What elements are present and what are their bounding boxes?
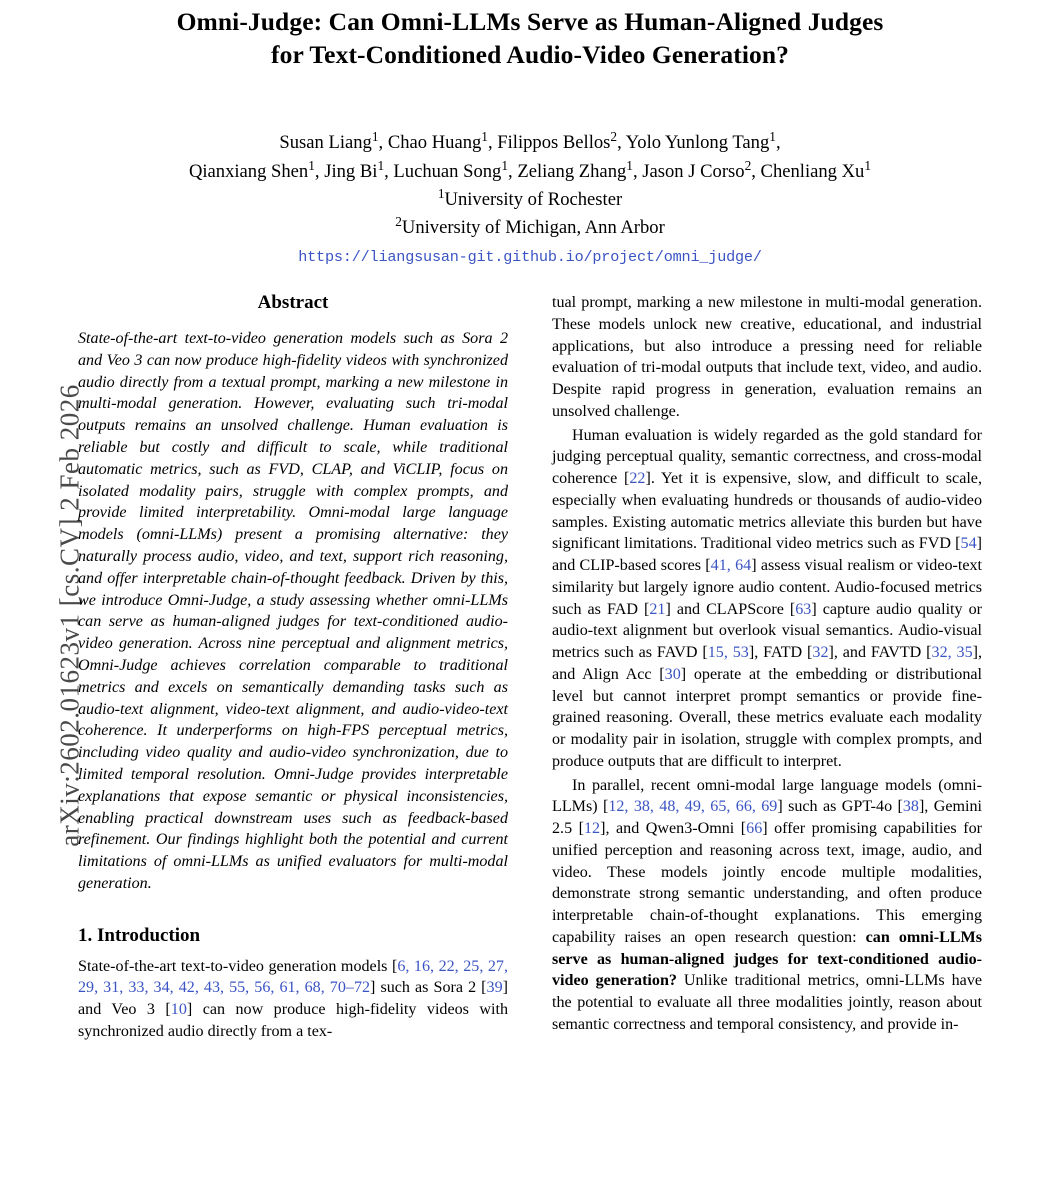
citation-63[interactable]: 63: [795, 600, 812, 618]
citation-veo[interactable]: 10: [170, 1001, 187, 1019]
author-line-1: Susan Liang$^1$, Chao Huang$^1$, Filippos Bellos$^2$, Yolo Yunlong Tang$^1$,: [279, 129, 781, 154]
rp2-e: ] and CLAPScore [: [665, 600, 796, 618]
citation-54[interactable]: 54: [960, 535, 977, 553]
citation-22[interactable]: 22: [629, 470, 646, 487]
rp2-d: ] assess visual realism or video-text similarity but largely ignore audio content. Audio-focused metrics such as FAD [: [552, 557, 983, 618]
right-column: [552, 292, 982, 1043]
author-list: [78, 129, 982, 186]
project-url-link[interactable]: https://liangsusan-git.github.io/project/omni_judge/: [298, 248, 762, 267]
rp3-e: ] offer promising capabilities for unified perception and reasoning across text, image, audio, and video. These models jointly encode multiple modalities, demonstrate strong semantic understanding, and often produce interpretable chain-of-thought explanations. This emerging capability raises an open research question:: [552, 820, 982, 946]
rp2-g: ], FATD [: [748, 644, 813, 661]
citation-32-35[interactable]: 32, 35: [931, 644, 973, 661]
rp2-j: ] operate at the embedding or distributional level but cannot interpret prompt semantics or provide fine-grained reasoning. Overall, these metrics evaluate each modality or modality pair in isolation, struggle with complex prompts, and produce outputs that are difficult to interpret.: [552, 665, 982, 770]
rp3-f: Unlike traditional metrics, omni-LLMs have the potential to evaluate all three modalities jointly, reason about semantic correctness and temporal consistency, and provide in-: [552, 972, 983, 1033]
citation-32[interactable]: 32: [812, 644, 829, 661]
intro-paragraph-1: [78, 956, 508, 1043]
intro-p1-mid2: ] and Veo 3 [: [78, 979, 508, 1019]
citation-41-64[interactable]: 41, 64: [710, 557, 752, 574]
right-paragraph-3: [552, 775, 982, 1036]
citation-21[interactable]: 21: [649, 600, 666, 618]
citation-sora[interactable]: 39: [486, 979, 503, 997]
title-line-1: Omni-Judge: Can Omni-LLMs Serve as Human-Aligned Judges: [176, 7, 884, 36]
research-question: can omni-LLMs serve as human-aligned judges for text-conditioned audio-video generation?: [552, 928, 982, 990]
paper-header: [78, 0, 982, 266]
affiliation-2: $^2$University of Michigan, Ann Arbor: [395, 213, 665, 238]
rp2-c: ] and CLIP-based scores [: [552, 535, 982, 574]
rp2-f: ] capture audio quality or audio-text alignment but overlook visual semantics. Audio-visual metrics such as FAVD [: [552, 600, 983, 661]
page-title: [78, 6, 982, 71]
rp3-d: ], and Qwen3-Omni [: [600, 820, 747, 837]
citation-group-1[interactable]: 6, 16, 22, 25, 27, 29, 31, 33, 34, 42, 43, 55, 56, 61, 68, 70–72: [78, 957, 508, 997]
right-paragraph-1: tual prompt, marking a new milestone in multi-modal generation. These models unlock new creative, educational, and industrial applications, but also introduce a pressing need for reliable evaluation of tri-modal outputs that include text, video, and audio. Despite rapid progress in generation, evaluation remains an unsolved challenge.: [552, 294, 982, 420]
right-paragraph-2: [552, 425, 982, 773]
rp3-b: ] such as GPT-4o [: [777, 798, 903, 816]
rp2-b: ]. Yet it is expensive, slow, and difficult to scale, especially when evaluating hundreds or thousands of audio-video samples. Existing automatic metrics alleviate this burden but have significant limitations. Traditional video metrics such as FVD [: [552, 470, 982, 553]
arxiv-stamp: arXiv:2602.01623v1 [cs.CV] 2 Feb 2026: [54, 384, 85, 847]
rp2-h: ], and FAVTD [: [828, 644, 932, 661]
abstract-heading: Abstract: [257, 292, 329, 313]
citation-omni-llms[interactable]: 12, 38, 48, 49, 65, 66, 69: [608, 798, 778, 816]
two-column-body: [78, 292, 982, 1043]
affiliation-1: $^1$University of Rochester: [437, 185, 623, 210]
abstract-text: State-of-the-art text-to-video generation models such as Sora 2 and Veo 3 can now produce high-fidelity videos with synchronized audio directly from a textual prompt, marking a new milestone in multi-modal generation. However, evaluating such tri-modal outputs remains an unsolved challenge. Human evaluation is reliable but costly and difficult to scale, while traditional automatic metrics, such as FVD, CLAP, and ViCLIP, focus on isolated modality pairs, struggle with complex prompts, and provide limited interpretability. Omni-modal large language models (omni-LLMs) present a promising alternative: they naturally process audio, video, and text, support rich reasoning, and offer interpretable chain-of-thought feedback. Driven by this, we introduce Omni-Judge, a study assessing whether omni-LLMs can serve as human-aligned judges for text-conditioned audio-video generation. Across nine perceptual and alignment metrics, Omni-Judge achieves correlation comparable to traditional metrics and excels on semantically demanding tasks such as audio-text alignment, video-text alignment, and audio-video-text coherence. It underperforms on high-FPS perceptual metrics, including video quality and audio-video synchronization, due to limited temporal resolution. Omni-Judge provides interpretable explanations that expose semantic or physical inconsistencies, enabling practical downstream uses such as feedback-based refinement. Our findings highlight both the potential and current limitations of omni-LLMs as unified evaluators for multi-modal generation.: [78, 330, 508, 892]
intro-p1-mid: ] such as Sora 2 [: [370, 979, 487, 997]
intro-p1-pre: State-of-the-art text-to-video generation models [: [78, 957, 398, 975]
rp2-a: Human evaluation is widely regarded as the gold standard for judging perceptual quality, semantic correctness, and cross-modal coherence [: [552, 426, 982, 487]
citation-66[interactable]: 66: [746, 820, 763, 837]
rp3-c: ], Gemini 2.5 [: [552, 798, 982, 837]
citation-30[interactable]: 30: [664, 665, 681, 683]
citation-12[interactable]: 12: [584, 820, 601, 837]
rp3-a: In parallel, recent omni-modal large language models (omni-LLMs) [: [552, 776, 982, 816]
intro-p1-post: ] can now produce high-fidelity videos with synchronized audio directly from a tex-: [78, 1001, 508, 1040]
author-line-2: Qianxiang Shen$^1$, Jing Bi$^1$, Luchuan Song$^1$, Zeliang Zhang$^1$, Jason J Corso$^2$, Chenliang Xu$^1$: [188, 157, 872, 182]
citation-38[interactable]: 38: [902, 798, 919, 816]
left-column: [78, 292, 508, 1043]
title-line-2: for Text-Conditioned Audio-Video Generation?: [271, 39, 789, 69]
introduction-heading: 1. Introduction: [78, 924, 201, 946]
citation-15-53[interactable]: 15, 53: [707, 644, 749, 661]
rp2-i: ], and Align Acc [: [552, 644, 983, 683]
